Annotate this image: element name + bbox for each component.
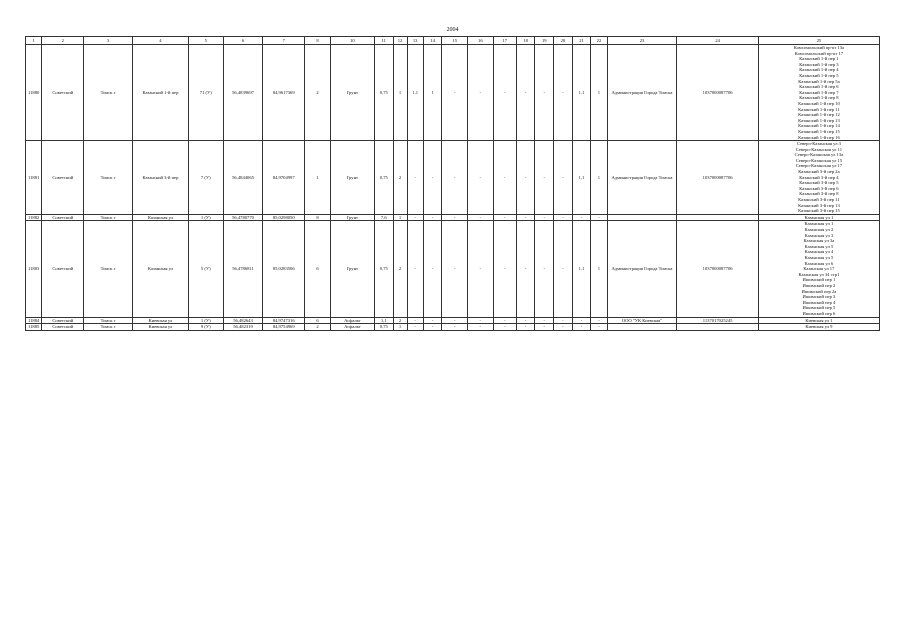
address-line: Казанский 1-й пер 1 xyxy=(799,56,839,62)
column-header: 3 xyxy=(84,37,133,45)
address-line: Казанский 3-й пер 2а xyxy=(798,169,840,175)
cell-c12: 1 xyxy=(393,324,407,331)
column-header: 13 xyxy=(407,37,423,45)
page-title: 2004 xyxy=(446,27,459,33)
address-line: Казанский 1-й пер 3 xyxy=(799,61,839,67)
cell-inn: 1037000087706 xyxy=(677,141,758,215)
cell-c18: - xyxy=(516,45,535,141)
column-header: 6 xyxy=(223,37,263,45)
address-line: Казанский 1-й пер 5 xyxy=(799,72,839,78)
column-header: 19 xyxy=(535,37,554,45)
address-line: Казанский 3-й пер 13 xyxy=(798,202,840,208)
address-line: Северо-Казанская ул 11 xyxy=(795,146,843,152)
cell-c17: - xyxy=(493,324,516,331)
address-line: Казанский 1-й пер 6 xyxy=(799,84,839,90)
cell-surface: Грунт xyxy=(330,141,374,215)
column-header: 23 xyxy=(607,37,677,45)
cell-city: Томск г xyxy=(84,141,133,215)
cell-lat: 56,4839697 xyxy=(223,45,263,141)
cell-c11: 0,75 xyxy=(374,221,393,317)
cell-c20: - xyxy=(554,214,573,221)
cell-lon: 84,9617369 xyxy=(263,45,305,141)
address-line: Киевская ул 1 xyxy=(805,317,833,323)
address-line: Казанский 1-й пер 14 xyxy=(798,123,840,129)
column-header: 25 xyxy=(758,37,879,45)
cell-c22: 1 xyxy=(591,45,607,141)
cell-c11: 0,75 xyxy=(374,45,393,141)
cell-c12: 2 xyxy=(393,141,407,215)
cell-c17: - xyxy=(493,317,516,324)
address-line: Казанский 1-й пер 16 xyxy=(798,134,840,140)
cell-owner: Администрация Города Томска xyxy=(607,45,677,141)
column-header: 22 xyxy=(591,37,607,45)
address-line: Казанский 3-й пер 15 xyxy=(798,208,840,214)
address-line: Казанский 1-й пер 10 xyxy=(798,100,840,106)
cell-n: 2 xyxy=(305,45,331,141)
column-header: 17 xyxy=(493,37,516,45)
header-row xyxy=(26,37,880,45)
column-header: 24 xyxy=(677,37,758,45)
cell-c19: - xyxy=(535,324,554,331)
cell-c17: - xyxy=(493,221,516,317)
cell-id: 11882 xyxy=(26,214,42,221)
address-line: Северо-Казанская ул 17 xyxy=(795,163,843,169)
column-header: 5 xyxy=(188,37,223,45)
cell-c14: - xyxy=(423,221,442,317)
cell-house: 1 (У) xyxy=(188,214,223,221)
column-header: 1 xyxy=(26,37,42,45)
cell-c15: - xyxy=(442,324,468,331)
cell-c20: - xyxy=(554,221,573,317)
address-line: Ишимский пер 2а xyxy=(801,288,837,294)
cell-c18: - xyxy=(516,221,535,317)
cell-street: Казанский 3-й пер xyxy=(133,141,189,215)
cell-c18: - xyxy=(516,141,535,215)
cell-addresses xyxy=(758,214,879,221)
cell-c12: 2 xyxy=(393,317,407,324)
cell-c12: 2 xyxy=(393,221,407,317)
address-line: Казанская ул 3а xyxy=(803,238,835,244)
cell-c22: 1 xyxy=(591,221,607,317)
cell-c13: - xyxy=(407,324,423,331)
cell-c15: - xyxy=(442,317,468,324)
address-line: Казанский 1-й пер 5а xyxy=(798,78,840,84)
column-header: 16 xyxy=(468,37,494,45)
address-line: Комсомольский пр-кт 17 xyxy=(794,50,844,56)
address-line: Ишимский пер 2 xyxy=(802,282,836,288)
cell-c13: - xyxy=(407,317,423,324)
address-line: Казанская ул 5 xyxy=(804,243,834,249)
cell-surface: Асфальт xyxy=(330,317,374,324)
cell-c16: - xyxy=(468,45,494,141)
cell-c11: 0,75 xyxy=(374,141,393,215)
address-line: Казанская ул 17 xyxy=(803,266,835,272)
address-line: Северо-Казанская ул 3 xyxy=(796,141,841,147)
cell-addresses xyxy=(758,324,879,331)
address-line: Ишимский пер 5 xyxy=(802,305,836,311)
cell-lon: 85,0283506 xyxy=(263,221,305,317)
cell-street: Казанская ул xyxy=(133,221,189,317)
address-line: Казанский 3-й пер 6 xyxy=(799,185,839,191)
cell-id: 11880 xyxy=(26,45,42,141)
cell-inn: 1037000087706 xyxy=(677,221,758,317)
table-row xyxy=(26,324,880,331)
cell-owner xyxy=(607,214,677,221)
cell-n: 2 xyxy=(305,324,331,331)
cell-c21: - xyxy=(572,214,591,221)
address-line: Ишимский пер 1 xyxy=(802,277,836,283)
address-line: Казанский 3-й пер 4 xyxy=(799,174,839,180)
cell-owner xyxy=(607,324,677,331)
cell-lat: 56,482319 xyxy=(223,324,263,331)
cell-lon: 85,0298050 xyxy=(263,214,305,221)
cell-city: Томск г xyxy=(84,324,133,331)
address-line: Казанская ул 6 xyxy=(804,260,834,266)
cell-id: 11885 xyxy=(26,324,42,331)
cell-c16: - xyxy=(468,214,494,221)
cell-inn xyxy=(677,214,758,221)
cell-lat: 56,4780770 xyxy=(223,214,263,221)
column-header: 8 xyxy=(305,37,331,45)
address-line: Казанский 1-й пер 11 xyxy=(798,106,840,112)
address-line: Казанская ул 34 стр1 xyxy=(798,271,840,277)
cell-city: Томск г xyxy=(84,214,133,221)
table-row xyxy=(26,317,880,324)
cell-district: Советский xyxy=(42,45,84,141)
cell-surface: Грунт xyxy=(330,221,374,317)
table-row xyxy=(26,214,880,221)
cell-c22: - xyxy=(591,317,607,324)
column-header: 7 xyxy=(263,37,305,45)
address-line: Казанский 3-й пер 8 xyxy=(799,191,839,197)
cell-addresses xyxy=(758,221,879,317)
cell-lon: 84,9747316 xyxy=(263,317,305,324)
cell-street: Киевская ул xyxy=(133,317,189,324)
cell-c13: - xyxy=(407,221,423,317)
cell-c19: - xyxy=(535,317,554,324)
address-line: Киевская ул 9 xyxy=(805,324,833,330)
cell-id: 11883 xyxy=(26,221,42,317)
address-line: Казанская ул 1 xyxy=(804,214,834,220)
cell-c13: - xyxy=(407,141,423,215)
address-line: Казанский 1-й пер 13 xyxy=(798,117,840,123)
cell-house: 1 (У) xyxy=(188,317,223,324)
cell-house: 7 (У) xyxy=(188,141,223,215)
cell-surface: Грунт xyxy=(330,214,374,221)
cell-addresses xyxy=(758,45,879,141)
cell-c20: - xyxy=(554,317,573,324)
cell-house: 5 (У) xyxy=(188,221,223,317)
cell-lon: 84,9704997 xyxy=(263,141,305,215)
cell-c19: - xyxy=(535,141,554,215)
cell-surface: Грунт xyxy=(330,45,374,141)
cell-c15: - xyxy=(442,141,468,215)
address-line: Ишимский пер 3 xyxy=(802,294,836,300)
cell-c16: - xyxy=(468,141,494,215)
cell-c19: - xyxy=(535,45,554,141)
cell-c14: - xyxy=(423,214,442,221)
cell-house: 9 (У) xyxy=(188,324,223,331)
table-row xyxy=(26,45,880,141)
cell-n: 8 xyxy=(305,214,331,221)
cell-c21: 1,1 xyxy=(572,221,591,317)
cell-n: 1 xyxy=(305,141,331,215)
cell-c15: - xyxy=(442,214,468,221)
cell-inn: 1137017025245 xyxy=(677,317,758,324)
cell-addresses xyxy=(758,317,879,324)
register-table xyxy=(25,36,880,331)
cell-c16: - xyxy=(468,317,494,324)
cell-street: Казанская ул xyxy=(133,214,189,221)
cell-c17: - xyxy=(493,141,516,215)
cell-c22: - xyxy=(591,214,607,221)
cell-c16: - xyxy=(468,221,494,317)
cell-addresses xyxy=(758,141,879,215)
cell-c14: - xyxy=(423,324,442,331)
address-line: Ишимский пер 6 xyxy=(802,310,836,316)
cell-district: Советский xyxy=(42,317,84,324)
address-line: Казанский 1-й пер 7 xyxy=(799,89,839,95)
address-line: Казанская ул 1 xyxy=(804,221,834,227)
cell-lat: 56,482643 xyxy=(223,317,263,324)
cell-id: 11881 xyxy=(26,141,42,215)
cell-district: Советский xyxy=(42,214,84,221)
cell-owner: Администрация Города Томска xyxy=(607,221,677,317)
cell-house: 71 (У) xyxy=(188,45,223,141)
cell-c14: - xyxy=(423,317,442,324)
cell-c12: 1 xyxy=(393,45,407,141)
column-header: 18 xyxy=(516,37,535,45)
address-line: Казанская ул 5 xyxy=(804,254,834,260)
cell-c17: - xyxy=(493,214,516,221)
cell-c21: 1,1 xyxy=(572,141,591,215)
column-header: 20 xyxy=(554,37,573,45)
cell-inn xyxy=(677,324,758,331)
cell-district: Советский xyxy=(42,141,84,215)
address-line: Северо-Казанская ул 15 xyxy=(795,157,843,163)
cell-c11: 0,75 xyxy=(374,324,393,331)
table-row xyxy=(26,221,880,317)
cell-c18: - xyxy=(516,214,535,221)
cell-c18: - xyxy=(516,324,535,331)
column-header: 14 xyxy=(423,37,442,45)
cell-street: Киевская ул xyxy=(133,324,189,331)
cell-city: Томск г xyxy=(84,45,133,141)
cell-city: Томск г xyxy=(84,317,133,324)
cell-c21: - xyxy=(572,317,591,324)
cell-district: Советский xyxy=(42,324,84,331)
address-line: Казанский 1-й пер 12 xyxy=(798,112,840,118)
address-line: Казанский 1-й пер 15 xyxy=(798,128,840,134)
cell-lon: 84,9754969 xyxy=(263,324,305,331)
cell-lat: 56,4844065 xyxy=(223,141,263,215)
cell-c15: - xyxy=(442,221,468,317)
cell-n: 6 xyxy=(305,317,331,324)
cell-owner: ООО "УК Киевская" xyxy=(607,317,677,324)
cell-c22: - xyxy=(591,324,607,331)
cell-lat: 56,4786811 xyxy=(223,221,263,317)
address-line: Казанская ул 3 xyxy=(804,232,834,238)
address-line: Казанская ул 4 xyxy=(804,249,834,255)
cell-c20: - xyxy=(554,45,573,141)
address-line: Казанский 3-й пер 11 xyxy=(798,197,840,203)
address-line: Северо-Казанская ул 13а xyxy=(794,152,844,158)
column-header: 4 xyxy=(133,37,189,45)
cell-c14: 1 xyxy=(423,45,442,141)
cell-owner: Администрация Города Томска xyxy=(607,141,677,215)
cell-c21: - xyxy=(572,324,591,331)
cell-c11: 7,6 xyxy=(374,214,393,221)
address-line: Казанский 3-й пер 5 xyxy=(799,180,839,186)
column-header: 10 xyxy=(330,37,374,45)
address-line: Комсомольский пр-кт 13а xyxy=(793,45,845,50)
cell-id: 11884 xyxy=(26,317,42,324)
cell-c13: - xyxy=(407,214,423,221)
table-row xyxy=(26,141,880,215)
cell-c20: - xyxy=(554,324,573,331)
column-header: 11 xyxy=(374,37,393,45)
cell-c15: - xyxy=(442,45,468,141)
cell-c11: 1,1 xyxy=(374,317,393,324)
cell-inn: 1037000087706 xyxy=(677,45,758,141)
cell-c14: - xyxy=(423,141,442,215)
column-header: 2 xyxy=(42,37,84,45)
address-line: Казанский 1-й пер 8 xyxy=(799,95,839,101)
cell-c13: 1,1 xyxy=(407,45,423,141)
cell-c12: 1 xyxy=(393,214,407,221)
address-line: Казанская ул 2 xyxy=(804,227,834,232)
cell-c21: 1,1 xyxy=(572,45,591,141)
cell-city: Томск г xyxy=(84,221,133,317)
cell-c18: - xyxy=(516,317,535,324)
column-header: 12 xyxy=(393,37,407,45)
cell-c20: - xyxy=(554,141,573,215)
cell-c17: - xyxy=(493,45,516,141)
cell-street: Казанский 1-й пер xyxy=(133,45,189,141)
cell-n: 6 xyxy=(305,221,331,317)
cell-district: Советский xyxy=(42,221,84,317)
cell-c22: 1 xyxy=(591,141,607,215)
cell-surface: Асфальт xyxy=(330,324,374,331)
column-header: 21 xyxy=(572,37,591,45)
address-line: Казанский 1-й пер 4 xyxy=(799,67,839,73)
cell-c19: - xyxy=(535,214,554,221)
cell-c16: - xyxy=(468,324,494,331)
column-header: 15 xyxy=(442,37,468,45)
address-line: Ишимский пер 4 xyxy=(802,299,836,305)
cell-c19: - xyxy=(535,221,554,317)
